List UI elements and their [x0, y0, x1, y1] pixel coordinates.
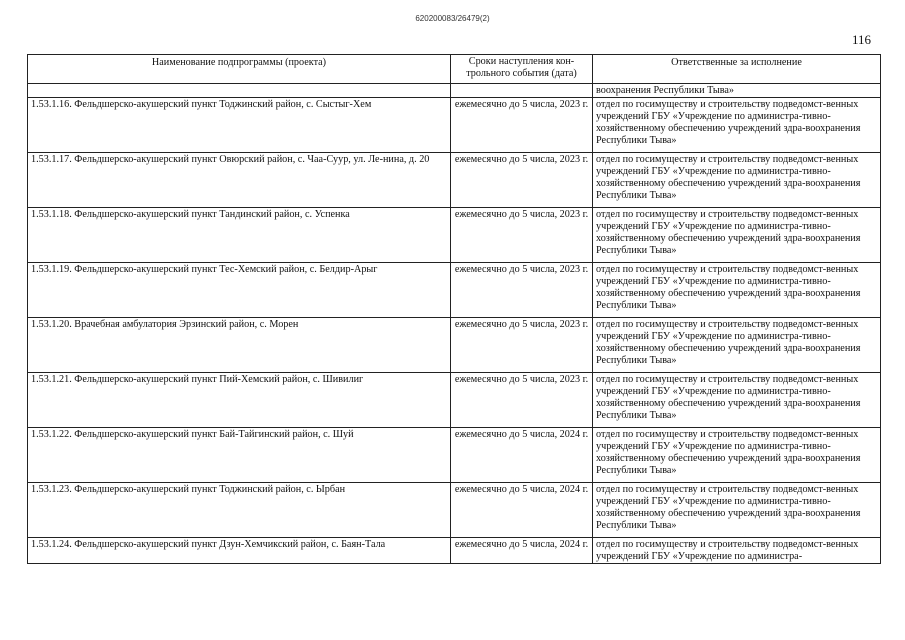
event-term: ежемесячно до 5 числа, 2023 г. — [451, 208, 593, 263]
responsible-party: отдел по госимуществу и строительству подведомст-венных учреждений ГБУ «Учреждение по администра-тивно-хозяйственному обеспечению учреждений здра-воохранения Республики Тыва» — [593, 263, 881, 318]
table-row — [28, 428, 881, 483]
control-events-table — [27, 54, 881, 564]
continuation-responsible: воохранения Республики Тыва» — [593, 84, 881, 98]
event-term: ежемесячно до 5 числа, 2023 г. — [451, 263, 593, 318]
event-term: ежемесячно до 5 числа, 2024 г. — [451, 428, 593, 483]
continuation-term-cell — [451, 84, 593, 98]
event-term: ежемесячно до 5 числа, 2023 г. — [451, 318, 593, 373]
responsible-party: отдел по госимуществу и строительству подведомст-венных учреждений ГБУ «Учреждение по администра-тивно-хозяйственному обеспечению учреждений здра-воохранения Республики Тыва» — [593, 483, 881, 538]
continuation-row — [28, 84, 881, 98]
event-term: ежемесячно до 5 числа, 2024 г. — [451, 538, 593, 564]
project-name: 1.53.1.17. Фельдшерско-акушерский пункт Овюрский район, с. Чаа-Суур, ул. Ле-нина, д. 20 — [28, 153, 451, 208]
continuation-name-cell — [28, 84, 451, 98]
table-header-row — [28, 55, 881, 84]
table-row — [28, 483, 881, 538]
event-term: ежемесячно до 5 числа, 2024 г. — [451, 483, 593, 538]
project-name: 1.53.1.20. Врачебная амбулатория Эрзинский район, с. Морен — [28, 318, 451, 373]
project-name: 1.53.1.16. Фельдшерско-акушерский пункт Тоджинский район, с. Сыстыг-Хем — [28, 98, 451, 153]
responsible-party: отдел по госимуществу и строительству подведомст-венных учреждений ГБУ «Учреждение по администра- — [593, 538, 881, 564]
project-name: 1.53.1.19. Фельдшерско-акушерский пункт Тес-Хемский район, с. Белдир-Арыг — [28, 263, 451, 318]
table-row — [28, 373, 881, 428]
responsible-party: отдел по госимуществу и строительству подведомст-венных учреждений ГБУ «Учреждение по администра-тивно-хозяйственному обеспечению учреждений здра-воохранения Республики Тыва» — [593, 428, 881, 483]
project-name: 1.53.1.22. Фельдшерско-акушерский пункт Бай-Тайгинский район, с. Шуй — [28, 428, 451, 483]
table-row-partial — [28, 538, 881, 564]
table-row — [28, 208, 881, 263]
project-name: 1.53.1.21. Фельдшерско-акушерский пункт Пий-Хемский район, с. Шивилиг — [28, 373, 451, 428]
event-term: ежемесячно до 5 числа, 2023 г. — [451, 153, 593, 208]
header-term: Сроки наступления кон-трольного события (дата) — [451, 55, 593, 84]
responsible-party: отдел по госимуществу и строительству подведомст-венных учреждений ГБУ «Учреждение по администра-тивно-хозяйственному обеспечению учреждений здра-воохранения Республики Тыва» — [593, 98, 881, 153]
project-name: 1.53.1.18. Фельдшерско-акушерский пункт Тандинский район, с. Успенка — [28, 208, 451, 263]
event-term: ежемесячно до 5 числа, 2023 г. — [451, 98, 593, 153]
project-name: 1.53.1.23. Фельдшерско-акушерский пункт Тоджинский район, с. Ырбан — [28, 483, 451, 538]
responsible-party: отдел по госимуществу и строительству подведомст-венных учреждений ГБУ «Учреждение по администра-тивно-хозяйственному обеспечению учреждений здра-воохранения Республики Тыва» — [593, 208, 881, 263]
table-row — [28, 98, 881, 153]
table-row — [28, 263, 881, 318]
project-name: 1.53.1.24. Фельдшерско-акушерский пункт Дзун-Хемчикский район, с. Баян-Тала — [28, 538, 451, 564]
table-row — [28, 318, 881, 373]
responsible-party: отдел по госимуществу и строительству подведомст-венных учреждений ГБУ «Учреждение по администра-тивно-хозяйственному обеспечению учреждений здра-воохранения Республики Тыва» — [593, 373, 881, 428]
header-name: Наименование подпрограммы (проекта) — [28, 55, 451, 84]
header-responsible: Ответственные за исполнение — [593, 55, 881, 84]
responsible-party: отдел по госимуществу и строительству подведомст-венных учреждений ГБУ «Учреждение по администра-тивно-хозяйственному обеспечению учреждений здра-воохранения Республики Тыва» — [593, 318, 881, 373]
table-row — [28, 153, 881, 208]
document-id: 620200083/26479(2) — [415, 14, 490, 23]
event-term: ежемесячно до 5 числа, 2023 г. — [451, 373, 593, 428]
responsible-party: отдел по госимуществу и строительству подведомст-венных учреждений ГБУ «Учреждение по администра-тивно-хозяйственному обеспечению учреждений здра-воохранения Республики Тыва» — [593, 153, 881, 208]
page-number: 116 — [852, 32, 872, 47]
